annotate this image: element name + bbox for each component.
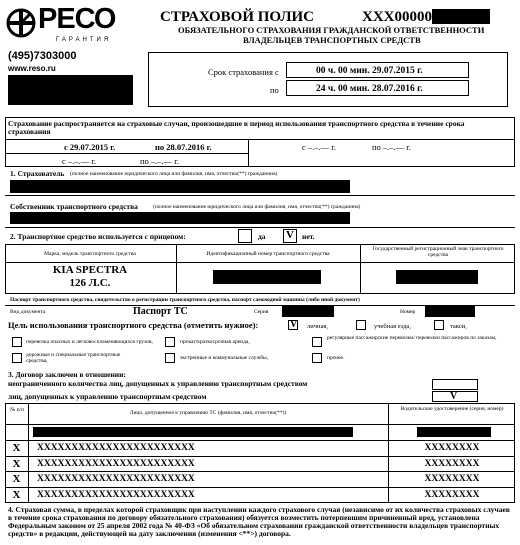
purpose-road: дорожные и специальные транспортные средства, bbox=[26, 352, 121, 364]
driver-row-license: XXXXXXXX bbox=[424, 490, 480, 500]
purpose-rent: прокат/краткосрочная аренда, bbox=[180, 339, 250, 345]
vehicle-col-model: Марка, модель транспортного средства bbox=[44, 251, 136, 257]
purpose-training: учебная езда, bbox=[374, 323, 411, 330]
period-2-to: по –.–.–– г. bbox=[372, 142, 411, 152]
trailer-no-label: нет. bbox=[302, 232, 315, 241]
period-3-from: с –.–.–– г. bbox=[62, 156, 96, 166]
website: www.reso.ru bbox=[8, 64, 56, 73]
purpose-regular-checkbox[interactable] bbox=[312, 337, 322, 347]
table-row bbox=[5, 471, 515, 487]
trailer-no-mark: V bbox=[286, 229, 294, 241]
vehicle-model: KIA SPECTRA bbox=[52, 264, 128, 276]
redacted-driver-name bbox=[33, 427, 353, 437]
period-text: Страхование распространяется на страховые случаи, произошедшие в период использования транспортного средства в течение срока страхования bbox=[8, 119, 465, 136]
period-1-to: по 28.07.2016 г. bbox=[155, 142, 212, 152]
redacted-insurer bbox=[10, 180, 350, 193]
redacted-policy-number bbox=[432, 9, 490, 24]
policy-subtitle-1: ОБЯЗАТЕЛЬНОГО СТРАХОВАНИЯ ГРАЖДАНСКОЙ ОТВЕТСТВЕННОСТИ bbox=[178, 25, 485, 35]
purpose-other: прочее. bbox=[327, 355, 345, 361]
doc-series-label: Серия bbox=[254, 309, 269, 315]
table-row bbox=[5, 487, 515, 503]
vehicle-col-vin: Идентификационный номер транспортного средства bbox=[206, 251, 330, 257]
insurer-hint: (полное наименование юридического лица или фамилия, имя, отчество(**) гражданина) bbox=[70, 171, 278, 177]
purpose-regular: регулярные пассажирские перевозки/ перевозки пассажиров по заказам, bbox=[327, 335, 497, 341]
trailer-label: 2. Транспортное средство используется с прицепом: bbox=[10, 232, 186, 241]
logo-subtext: ГАРАНТИЯ bbox=[56, 37, 112, 43]
driver-row-mark: X bbox=[12, 489, 21, 501]
redacted-plate bbox=[396, 270, 478, 284]
logo-text: РЕСО bbox=[38, 3, 116, 35]
purpose-dangerous-checkbox[interactable] bbox=[12, 337, 22, 347]
driver-row-license: XXXXXXXX bbox=[424, 443, 480, 453]
passport-label: Паспорт транспортного средства, свидетельство о регистрации транспортного средства, паспорт самоходной машины (либо иной документ) bbox=[10, 297, 360, 303]
period-3-to: по –.–.–– г. bbox=[140, 156, 179, 166]
period-2-from: с –.–.–– г. bbox=[302, 142, 336, 152]
purpose-dangerous: перевозка опасных и легковоспламеняющихся грузов, bbox=[26, 339, 153, 345]
trailer-yes-label: да bbox=[258, 232, 266, 241]
term-to-label: по bbox=[270, 85, 279, 95]
purpose-emergency: экстренные и коммунальные службы, bbox=[180, 355, 269, 361]
driver-row-mark: X bbox=[12, 473, 21, 485]
drivers-col-license: Водительское удостоверение (серия, номер) bbox=[400, 406, 504, 412]
redacted-doc-series bbox=[282, 305, 334, 317]
policy-subtitle-2: ВЛАДЕЛЬЦЕВ ТРАНСПОРТНЫХ СРЕДСТВ bbox=[243, 35, 421, 45]
driver-row-mark: X bbox=[12, 458, 21, 470]
contract-limited-mark: V bbox=[450, 391, 458, 402]
period-1-from: с 29.07.2015 г. bbox=[64, 142, 116, 152]
owner-label: Собственник транспортного средства bbox=[10, 202, 138, 211]
drivers-col-name: Лицо, допущенное к управлению ТС (фамилия, имя, отчество(**)) bbox=[129, 410, 287, 416]
driver-row-mark: X bbox=[12, 442, 21, 454]
term-to-value: 24 ч. 00 мин. 28.07.2016 г. bbox=[316, 84, 423, 94]
redacted-vin bbox=[213, 270, 321, 284]
trailer-yes-checkbox[interactable] bbox=[238, 229, 252, 243]
driver-row-license: XXXXXXXX bbox=[424, 459, 480, 469]
purpose-personal-mark: V bbox=[290, 319, 298, 330]
purpose-rent-checkbox[interactable] bbox=[165, 337, 175, 347]
driver-row-name: XXXXXXXXXXXXXXXXXXXXXXX bbox=[37, 443, 195, 453]
purpose-emergency-checkbox[interactable] bbox=[165, 353, 175, 363]
contract-label: 3. Договор заключен в отношении: bbox=[8, 370, 126, 379]
driver-row-license: XXXXXXXX bbox=[424, 474, 480, 484]
redacted-owner bbox=[10, 212, 350, 224]
policy-series: ХХХ00000 bbox=[362, 9, 432, 25]
logo bbox=[6, 4, 136, 48]
redacted-driver-license bbox=[417, 427, 491, 437]
redacted-doc-number bbox=[425, 305, 475, 317]
driver-row-name: XXXXXXXXXXXXXXXXXXXXXXX bbox=[37, 490, 195, 500]
contract-unlimited-checkbox[interactable] bbox=[432, 379, 478, 390]
contract-unlimited: неограниченного количества лиц, допущенных к управлению транспортным средством bbox=[8, 379, 308, 388]
policy-title: СТРАХОВОЙ ПОЛИС bbox=[160, 9, 315, 25]
purpose-personal: личная, bbox=[307, 323, 328, 330]
purpose-other-checkbox[interactable] bbox=[312, 353, 322, 363]
doc-number-label: Номер bbox=[400, 309, 416, 315]
table-row bbox=[5, 424, 515, 440]
vehicle-col-plate: Государственный регистрационный знак транспортного средства bbox=[372, 246, 504, 258]
purpose-training-checkbox[interactable] bbox=[356, 320, 366, 330]
doc-type-label: Вид документа bbox=[10, 309, 46, 315]
owner-hint: (полное наименование юридического лица или фамилия, имя, отчество(**) гражданина) bbox=[153, 204, 361, 210]
table-row bbox=[5, 456, 515, 472]
logo-emblem-icon bbox=[6, 6, 36, 40]
term-from-label: Срок страхования с bbox=[208, 67, 279, 77]
doc-type-value: Паспорт ТС bbox=[133, 306, 188, 317]
purpose-taxi: такси, bbox=[450, 323, 467, 330]
redacted-address bbox=[8, 75, 133, 105]
phone: (495)7303000 bbox=[8, 50, 77, 62]
purpose-label: Цель использования транспортного средства (отметить нужное): bbox=[8, 320, 259, 330]
purpose-taxi-checkbox[interactable] bbox=[434, 320, 444, 330]
insurer-label: 1. Страхователь bbox=[10, 169, 65, 178]
term-from-value: 00 ч. 00 мин. 29.07.2015 г. bbox=[316, 66, 423, 76]
driver-row-name: XXXXXXXXXXXXXXXXXXXXXXX bbox=[37, 459, 195, 469]
driver-row-name: XXXXXXXXXXXXXXXXXXXXXXX bbox=[37, 474, 195, 484]
contract-limited: лиц, допущенных к управлению транспортным средством bbox=[8, 392, 207, 401]
drivers-col-no: № п/п bbox=[9, 407, 25, 413]
footer-text: 4. Страховая сумма, в пределах которой страховщик при наступлении каждого страхового случая (независимо от их количества страховых случаев в течение срока страхования по договору обязательного страхования) обязуется возместить потерпевшим причиненный вред, установлена Федеральным законом от 25 апреля 2002 года № 40-ФЗ «Об обязательном страховании гражданской ответственности владельцев транспортных средств» в редакции, действующей на дату заключения (изменения <**>) договора. bbox=[8, 505, 510, 538]
table-row bbox=[5, 440, 515, 456]
vehicle-power: 126 Л.С. bbox=[69, 277, 111, 289]
purpose-road-checkbox[interactable] bbox=[12, 353, 22, 363]
